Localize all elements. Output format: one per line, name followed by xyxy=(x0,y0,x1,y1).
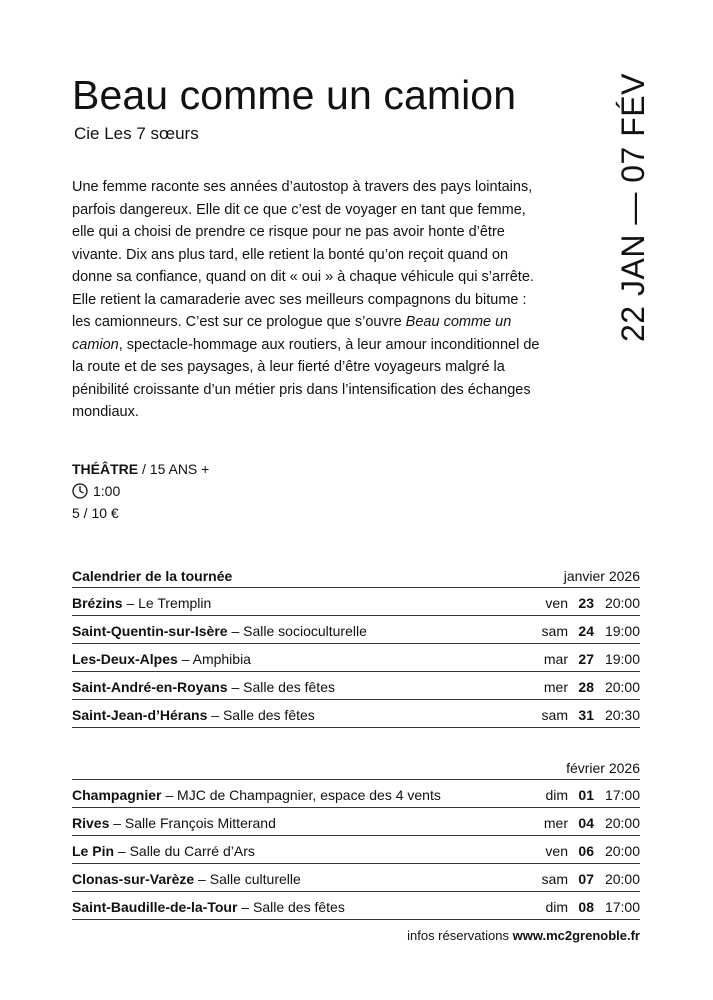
venue-cell xyxy=(72,843,528,859)
weekday: sam xyxy=(541,623,568,639)
date-range-vertical: 22 JAN — 07 FÉV xyxy=(615,73,651,342)
description xyxy=(72,176,540,424)
schedule-row xyxy=(72,808,640,836)
date-number: 23 xyxy=(578,595,594,611)
schedule-february xyxy=(72,754,640,920)
schedule-row xyxy=(72,836,640,864)
venue-name: – Salle des fêtes xyxy=(207,707,315,723)
description-text-2: , spectacle-hommage aux routiers, à leur amour inconditionnel de la route et de ses paysages, à leur fierté d’être voyageurs malgré la pénibilité croissante d’un métier pris dans l’intensification des échanges mondiaux. xyxy=(72,336,540,420)
venue-cell xyxy=(72,787,528,803)
show-time: 19:00 xyxy=(604,651,640,667)
schedule-row xyxy=(72,780,640,808)
weekday: mer xyxy=(543,679,568,695)
show-time: 20:00 xyxy=(604,679,640,695)
city-name: Brézins xyxy=(72,595,123,611)
show-time: 20:00 xyxy=(604,843,640,859)
venue-name: – Le Tremplin xyxy=(122,595,212,611)
footer-info xyxy=(407,928,640,943)
city-name: Clonas-sur-Varèze xyxy=(72,871,195,887)
show-time: 20:00 xyxy=(604,595,640,611)
schedule-row xyxy=(72,616,640,644)
venue-name: – Amphibia xyxy=(177,651,251,667)
venue-cell xyxy=(72,679,528,695)
city-name: Saint-Jean-d’Hérans xyxy=(72,707,208,723)
month-label: février 2026 xyxy=(566,760,640,776)
company-name: Cie Les 7 sœurs xyxy=(74,124,199,143)
schedule-row xyxy=(72,644,640,672)
page-title: Beau comme un camion xyxy=(72,72,517,118)
weekday: sam xyxy=(541,707,568,723)
venue-name: – Salle François Mitterand xyxy=(109,815,276,831)
city-name: Saint-André-en-Royans xyxy=(72,679,228,695)
schedule-january xyxy=(72,562,640,728)
weekday: mer xyxy=(543,815,568,831)
venue-name: – Salle du Carré d’Ars xyxy=(114,843,255,859)
venue-cell xyxy=(72,651,528,667)
city-name: Saint-Baudille-de-la-Tour xyxy=(72,899,238,915)
date-number: 04 xyxy=(578,815,594,831)
schedule-row xyxy=(72,700,640,728)
schedule-row xyxy=(72,892,640,920)
city-name: Les-Deux-Alpes xyxy=(72,651,178,667)
schedule-header xyxy=(72,562,640,588)
city-name: Rives xyxy=(72,815,110,831)
schedule-title: Calendrier de la tournée xyxy=(72,568,233,584)
duration-value: 1:00 xyxy=(93,483,121,499)
schedule-header xyxy=(72,754,640,780)
date-number: 28 xyxy=(578,679,594,695)
genre-line xyxy=(72,458,209,480)
venue-cell xyxy=(72,707,528,723)
show-time: 19:00 xyxy=(604,623,640,639)
weekday: dim xyxy=(545,787,568,803)
date-number: 27 xyxy=(578,651,594,667)
venue-cell xyxy=(72,899,528,915)
show-time: 20:30 xyxy=(604,707,640,723)
date-number: 31 xyxy=(578,707,594,723)
date-number: 06 xyxy=(578,843,594,859)
show-time: 20:00 xyxy=(604,871,640,887)
price-value: 5 / 10 € xyxy=(72,505,119,521)
city-name: Le Pin xyxy=(72,843,115,859)
duration-line xyxy=(72,480,209,502)
schedule-row xyxy=(72,672,640,700)
weekday: dim xyxy=(545,899,568,915)
age-label: / 15 ANS + xyxy=(138,461,210,477)
genre-label: THÉÂTRE xyxy=(72,461,139,477)
weekday: mar xyxy=(543,651,568,667)
city-name: Champagnier xyxy=(72,787,162,803)
footer-label: infos réservations xyxy=(407,928,513,943)
weekday: ven xyxy=(545,843,568,859)
description-paragraph xyxy=(72,176,540,424)
schedule-rows-february xyxy=(72,780,640,920)
venue-name: – Salle culturelle xyxy=(194,871,301,887)
venue-name: – Salle des fêtes xyxy=(237,899,345,915)
date-number: 01 xyxy=(578,787,594,803)
show-time: 20:00 xyxy=(604,815,640,831)
venue-name: – Salle socioculturelle xyxy=(227,623,367,639)
weekday: sam xyxy=(541,871,568,887)
schedule-row xyxy=(72,588,640,616)
month-label: janvier 2026 xyxy=(563,568,640,584)
show-time: 17:00 xyxy=(604,787,640,803)
date-number: 08 xyxy=(578,899,594,915)
venue-cell xyxy=(72,871,528,887)
description-text-1: Une femme raconte ses années d’autostop à travers des pays lointains, parfois dangereux. Elle dit ce que c’est de voyager en tant que femme, elle qui a choisi de prendre ce risque pour ne pas avoir honte d’être vivante. Dix ans plus tard, elle retient la bonté qu’on reçoit quand on donne sa confiance, quand on dit « oui » à chaque véhicule qui s’arrête. Elle retient la camaraderie avec ses meilleurs compagnons du bitume : les camionneurs. C’est sur ce prologue que s’ouvre xyxy=(72,179,534,330)
venue-name: – MJC de Champagnier, espace des 4 vents xyxy=(161,787,441,803)
description-italic-title: Beau comme un camion xyxy=(72,314,512,353)
show-info xyxy=(72,458,209,524)
date-number: 24 xyxy=(578,623,594,639)
venue-cell xyxy=(72,623,528,639)
venue-cell xyxy=(72,595,528,611)
schedule-row xyxy=(72,864,640,892)
date-number: 07 xyxy=(578,871,594,887)
schedule-rows-january xyxy=(72,588,640,728)
venue-cell xyxy=(72,815,528,831)
weekday: ven xyxy=(545,595,568,611)
clock-icon xyxy=(72,483,88,499)
website-link[interactable]: www.mc2grenoble.fr xyxy=(512,928,640,943)
show-time: 17:00 xyxy=(604,899,640,915)
city-name: Saint-Quentin-sur-Isère xyxy=(72,623,228,639)
venue-name: – Salle des fêtes xyxy=(227,679,335,695)
